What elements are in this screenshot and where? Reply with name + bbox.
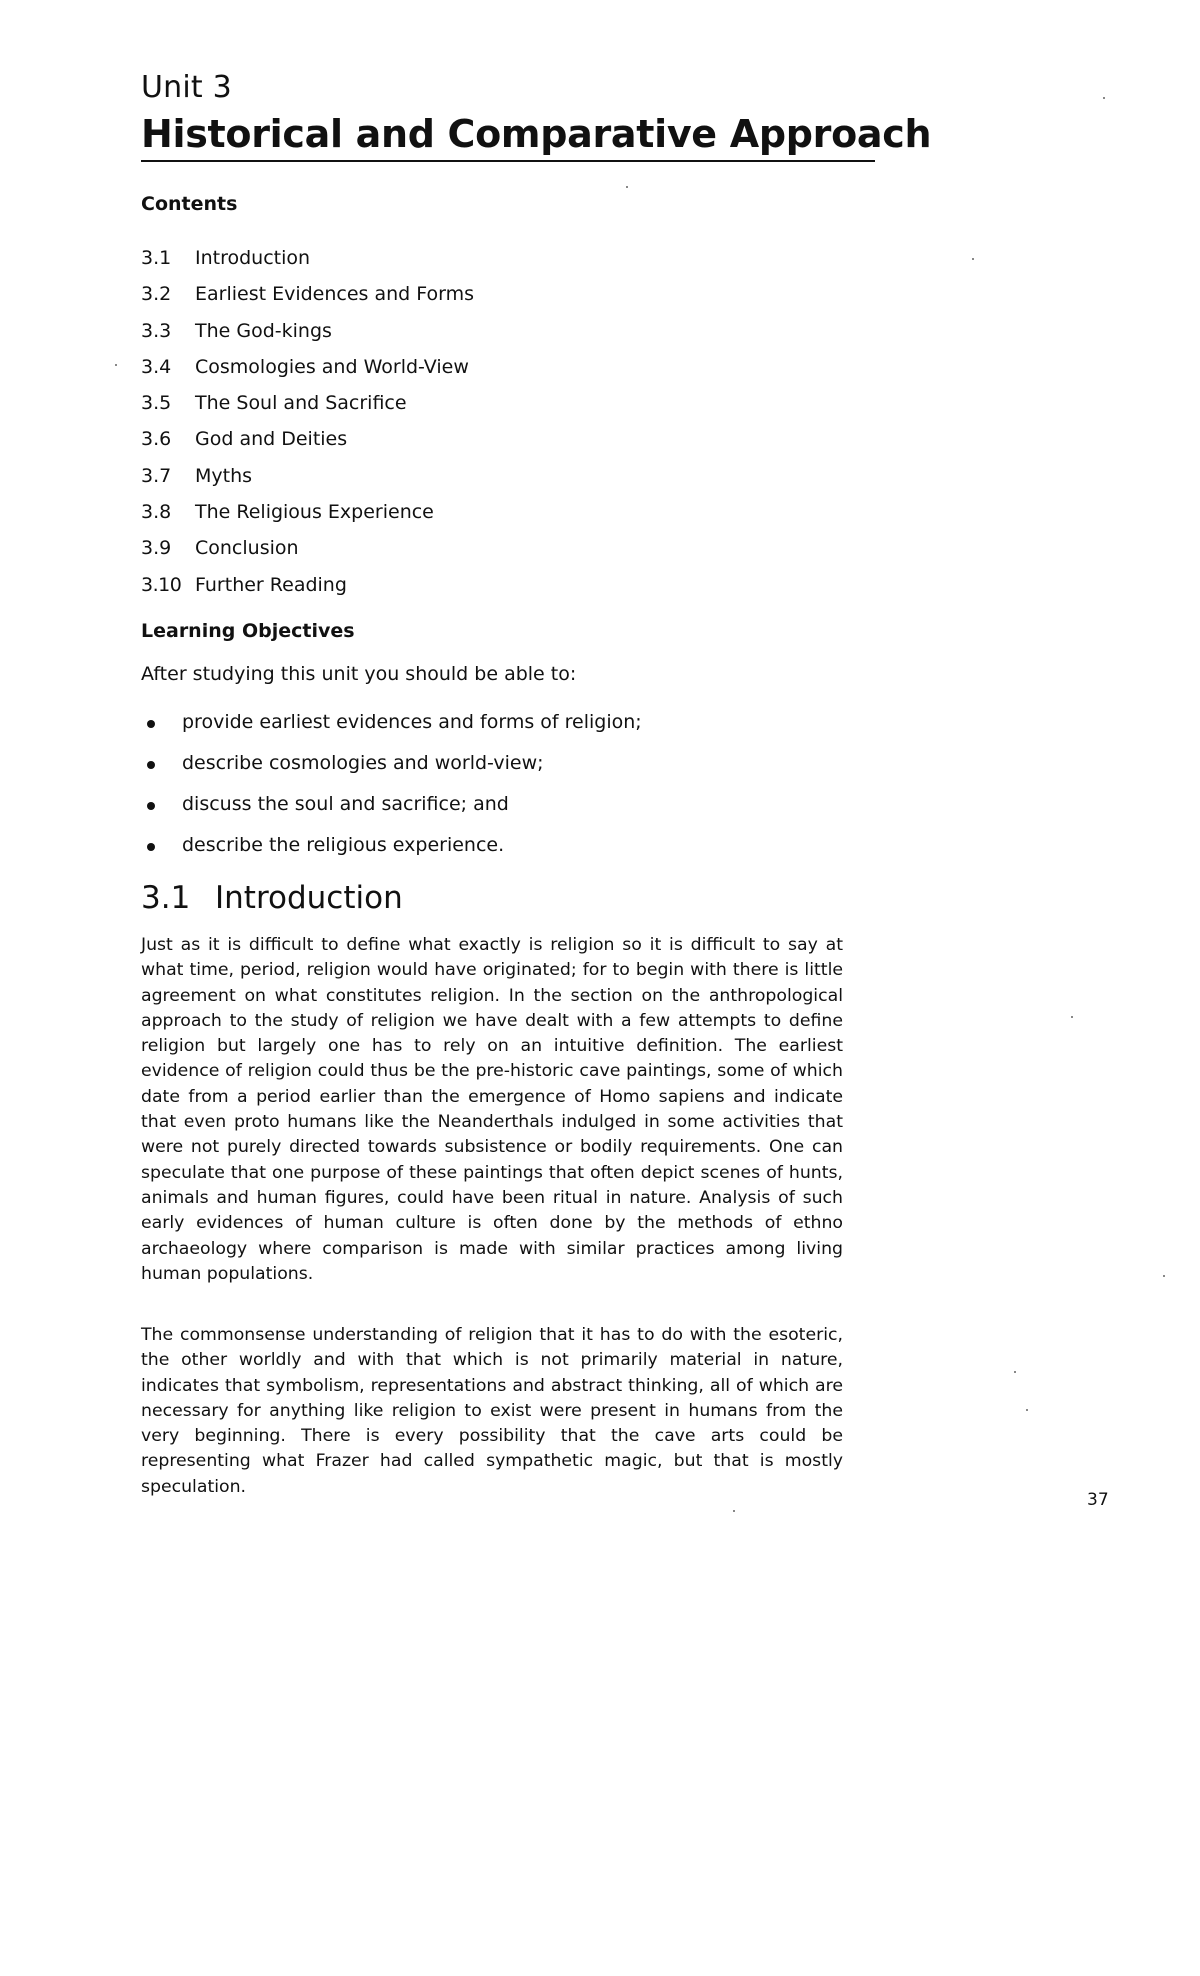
bullet-icon: [147, 802, 155, 810]
body-paragraph: The commonsense understanding of religion that it has to do with the esoteric, the other worldly and with that which is not primarily material in nature, indicates that symbolism, representations and abstract thinking, all of which are necessary for anything like religion to exist were present in humans from the very beginning. There is every possibility that the cave arts could be representing what Frazer had called sympathetic magic, but that is mostly speculation.: [141, 1325, 843, 1497]
scan-speck: [1026, 1409, 1028, 1411]
contents-item: [141, 313, 474, 349]
contents-item-label: Myths: [195, 464, 253, 487]
scan-speck: [1163, 1275, 1165, 1277]
objective-item: [141, 784, 642, 825]
contents-item: [141, 349, 474, 385]
unit-title: Historical and Comparative Approach: [141, 112, 932, 156]
scan-speck: [115, 364, 117, 366]
objective-text: describe the religious experience.: [182, 834, 505, 856]
contents-item-number: 3.2: [141, 283, 172, 306]
contents-item: [141, 421, 474, 457]
contents-item-label: Further Reading: [195, 573, 347, 596]
section-title: Introduction: [215, 880, 403, 916]
contents-item-number: 3.3: [141, 319, 172, 342]
scan-speck: [733, 1510, 735, 1512]
objective-text: discuss the soul and sacrifice; and: [182, 793, 509, 815]
objective-text: describe cosmologies and world-view;: [182, 752, 544, 774]
section-heading: [141, 880, 403, 916]
learning-objectives-intro: After studying this unit you should be able to:: [141, 663, 577, 685]
contents-item: [141, 385, 474, 421]
scan-speck: [1071, 1016, 1073, 1018]
contents-item-label: God and Deities: [195, 428, 348, 451]
contents-item-label: The Religious Experience: [195, 501, 434, 524]
contents-item-number: 3.9: [141, 537, 172, 560]
objective-item: [141, 743, 642, 784]
learning-objectives-heading: Learning Objectives: [141, 620, 355, 642]
contents-heading: Contents: [141, 193, 238, 215]
scan-speck: [1103, 97, 1105, 99]
contents-item: [141, 240, 474, 276]
body-paragraph: Just as it is difficult to define what exactly is religion so it is difficult to say at what time, period, religion would have originated; for to begin with there is little agreement on what constitutes religion. In the section on the anthropological approach to the study of religion we have dealt with a few attempts to define religion but largely one has to rely on an intuitive definition. The earliest evidence of religion could thus be the pre-historic cave paintings, some of which date from a period earlier than the emergence of Homo sapiens and indicate that even proto humans like the Neanderthals indulged in some activities that were not purely directed towards subsistence or bodily requirements. One can speculate that one purpose of these paintings that often depict scenes of hunts, animals and human figures, could have been ritual in nature. Analysis of such early evidences of human culture is often done by the methods of ethno archaeology where comparison is made with similar practices among living human populations.: [141, 935, 843, 1284]
bullet-icon: [147, 761, 155, 769]
contents-item-number: 3.1: [141, 247, 172, 269]
contents-item-label: The God-kings: [195, 319, 332, 342]
contents-item-label: Cosmologies and World-View: [195, 355, 469, 378]
contents-item: [141, 458, 474, 494]
contents-item-label: Introduction: [195, 247, 311, 269]
contents-item-number: 3.8: [141, 501, 172, 524]
contents-item: [141, 276, 474, 312]
bullet-icon: [147, 843, 155, 851]
contents-item-label: Conclusion: [195, 537, 299, 560]
learning-objectives-list: [141, 702, 642, 866]
contents-item: [141, 530, 474, 566]
contents-item-label: Earliest Evidences and Forms: [195, 283, 475, 306]
contents-item-number: 3.10: [141, 573, 182, 596]
scan-speck: [1014, 1371, 1016, 1373]
objective-item: [141, 702, 642, 743]
section-number: 3.1: [141, 880, 191, 916]
contents-item-number: 3.5: [141, 392, 172, 415]
title-underline: [141, 160, 875, 162]
contents-item-number: 3.4: [141, 355, 172, 378]
contents-item-number: 3.7: [141, 464, 172, 487]
objective-text: provide earliest evidences and forms of religion;: [182, 711, 642, 733]
contents-item: [141, 567, 474, 603]
contents-item-number: 3.6: [141, 428, 172, 451]
contents-list: [141, 240, 474, 603]
scan-speck: [972, 258, 974, 260]
objective-item: [141, 825, 642, 866]
bullet-icon: [147, 720, 155, 728]
contents-item-label: The Soul and Sacrifice: [195, 392, 407, 415]
scan-speck: [626, 186, 628, 188]
contents-item: [141, 494, 474, 530]
unit-label: Unit 3: [141, 70, 232, 105]
page-number: 37: [1087, 1490, 1109, 1510]
